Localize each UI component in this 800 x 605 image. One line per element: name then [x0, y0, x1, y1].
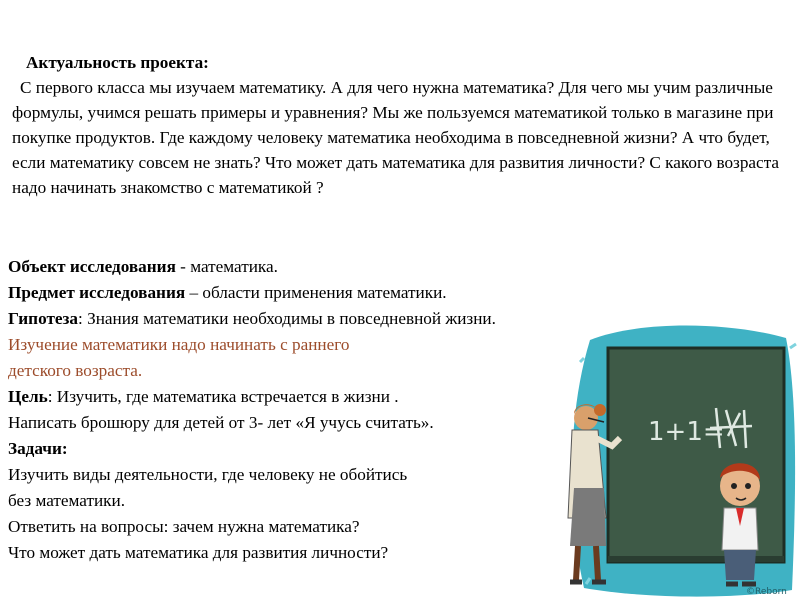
goal-label: Цель — [8, 387, 48, 406]
hypothesis-line-3: детского возраста. — [8, 361, 143, 380]
watermark: ©Reborn — [746, 587, 787, 597]
subject-value: – области применения математики. — [185, 283, 447, 302]
hypothesis-line-2: Изучение математики надо начинать с раннего — [8, 335, 350, 354]
tasks-label: Задачи: — [8, 439, 68, 458]
board-equation: 1+1= — [648, 417, 725, 447]
object-label: Объект исследования — [8, 257, 176, 276]
object-value: - математика. — [175, 257, 278, 276]
classroom-illustration-svg — [560, 318, 798, 600]
goal-line — [8, 384, 618, 410]
relevance-heading: Актуальность проекта: — [26, 53, 209, 72]
hypothesis-value: : Знания математики необходимы в повседневной жизни. — [78, 309, 496, 328]
research-section — [8, 254, 618, 566]
task-3: Что может дать математика для развития личности? — [8, 543, 389, 562]
relevance-text: С первого класса мы изучаем математику. А для чего нужна математика? Для чего мы учим различные формулы, учимся решать примеры и уравнения? Мы же пользуемся математикой только в магазине при покупке продуктов. Где каждому человеку математика необходима в повседневной жизни? А что будет, если математику совсем не знать? Что может дать математика для развития личности? С какого возраста надо начинать знакомство с математикой ? — [12, 78, 780, 197]
task-2: Ответить на вопросы: зачем нужна математика? — [8, 517, 360, 536]
classroom-illustration — [560, 318, 798, 600]
task-1-line-2: без математики. — [8, 491, 126, 510]
goal-value: : Изучить, где математика встречается в жизни . — [47, 387, 399, 406]
object-line — [8, 254, 618, 280]
hypothesis-line — [8, 306, 618, 332]
hypothesis-label: Гипотеза — [8, 309, 79, 328]
boy-figure — [720, 463, 760, 584]
subject-line — [8, 280, 618, 306]
task-1-line-1: Изучить виды деятельности, где человеку не обойтись — [8, 465, 408, 484]
subject-label: Предмет исследования — [8, 283, 186, 302]
relevance-section — [12, 50, 792, 200]
goal-line-2: Написать брошюру для детей от 3- лет «Я учусь считать». — [8, 413, 434, 432]
chalkboard — [608, 348, 784, 562]
